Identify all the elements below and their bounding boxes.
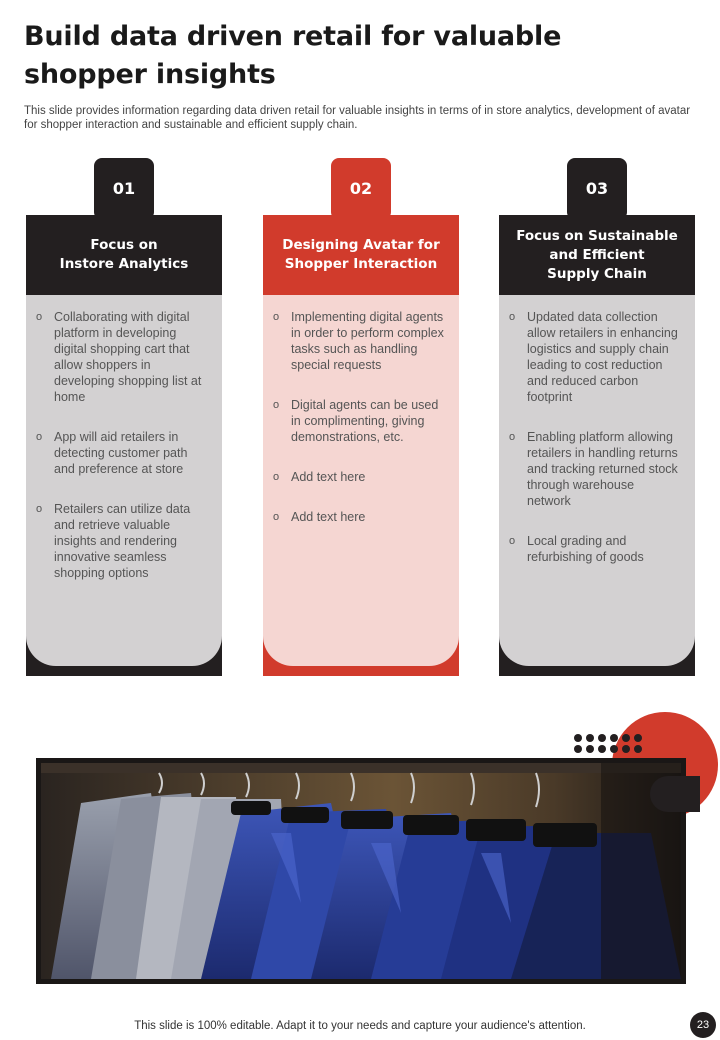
column-supply-chain [499, 158, 695, 676]
page-number: 23 [690, 1012, 716, 1038]
bullet-icon: o [36, 431, 43, 443]
decorative-tab [650, 776, 700, 812]
bullet-icon: o [509, 431, 516, 443]
suits-photo [36, 758, 686, 984]
footer-note: This slide is 100% editable. Adapt it to your needs and capture your audience's attention. [134, 1020, 586, 1032]
list-item: o Local grading and refurbishing of goods [509, 534, 644, 564]
list-item: o Retailers can utilize data and retrieve valuable insights and rendering innovative seamless shopping options [36, 502, 191, 580]
bullet-icon: o [273, 311, 280, 323]
bullet-icon: o [273, 511, 280, 523]
decorative-dots [574, 734, 644, 754]
list-item: o Add text here [273, 470, 366, 484]
suits-on-hangers-image [41, 763, 681, 979]
column-heading: Focus on Sustainable and Efficient Supply Chain [499, 215, 695, 295]
list-item: o Updated data collection allow retailers in enhancing logistics and supply chain leading to cost reduction and reduced carbon footprint [509, 310, 678, 404]
column-instore-analytics [26, 158, 222, 676]
list-item: o Digital agents can be used in complimenting, giving demonstrations, etc. [273, 398, 439, 444]
column-body [26, 295, 222, 676]
page-subtitle: This slide provides information regarding data driven retail for valuable insights in terms of in store analytics, development of avatar for shopper interaction and sustainable and efficient supply chain. [24, 105, 691, 131]
column-avatar-interaction [263, 158, 459, 676]
bullet-icon: o [36, 311, 43, 323]
bullet-icon: o [509, 311, 516, 323]
list-item: o Implementing digital agents in order to perform complex tasks such as handling special requests [273, 310, 444, 372]
column-body [263, 295, 459, 676]
list-item: o Add text here [273, 510, 366, 524]
column-number: 01 [94, 158, 154, 220]
list-item: o Enabling platform allowing retailers in handling returns and tracking returned stock through warehouse network [509, 430, 678, 508]
bullet-icon: o [273, 471, 280, 483]
bullet-icon: o [273, 399, 280, 411]
list-item: o App will aid retailers in detecting customer path and preference at store [36, 430, 188, 476]
page-title: Build data driven retail for valuable shopper insights [24, 21, 562, 90]
bullet-icon: o [36, 503, 43, 515]
column-body [499, 295, 695, 676]
column-heading: Focus on Instore Analytics [26, 215, 222, 295]
bullet-icon: o [509, 535, 516, 547]
column-number: 03 [567, 158, 627, 220]
column-number: 02 [331, 158, 391, 220]
column-heading: Designing Avatar for Shopper Interaction [263, 215, 459, 295]
list-item: o Collaborating with digital platform in developing digital shopping cart that allow shoppers in developing shopping list at home [36, 310, 202, 404]
